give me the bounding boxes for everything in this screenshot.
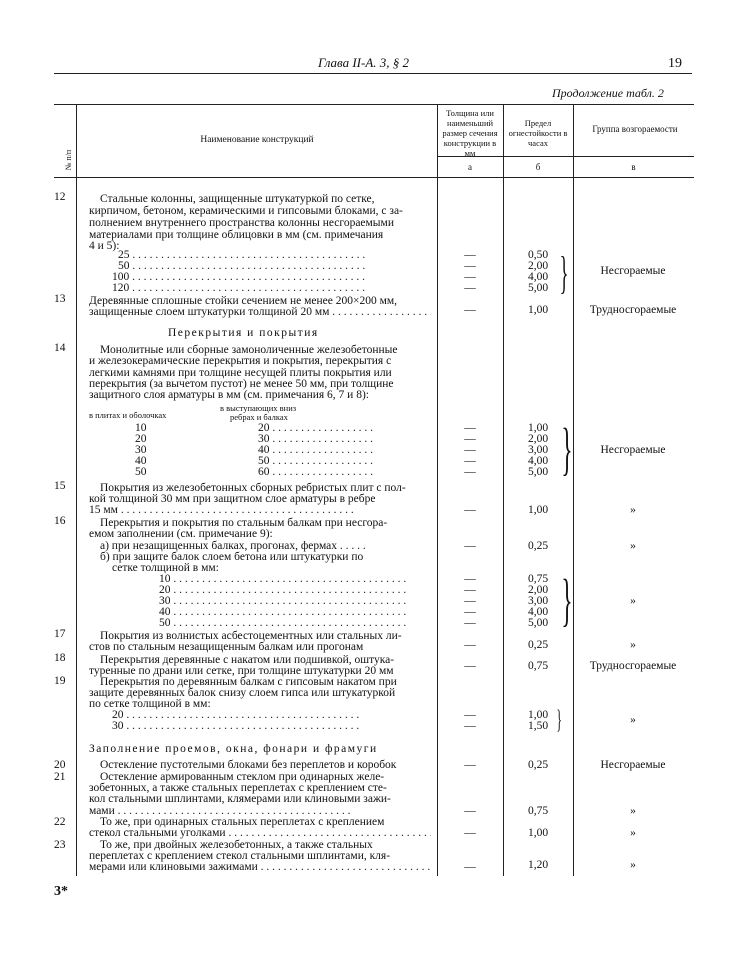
row-text: То же, при одинарных стальных переплетах с креплением	[100, 816, 385, 828]
subheader-b: б	[535, 162, 541, 172]
row-text: и железокерамические перекрытия и покрытия, перекрытия с	[89, 355, 392, 367]
fire-limit-value: 2,00	[527, 433, 549, 445]
row-text: по сетке толщиной в мм:	[89, 698, 211, 710]
fire-limit-value: 1,00	[527, 827, 549, 839]
leader-mask	[432, 178, 437, 878]
row-text: стекол стальными уголками . . .	[89, 828, 431, 839]
fire-limit-value: 5,00	[527, 282, 549, 294]
fire-limit-value: 0,75	[527, 573, 549, 585]
fire-limit-value: 0,25	[527, 759, 549, 771]
dash: —	[464, 720, 476, 732]
dash: —	[464, 595, 476, 607]
sub-item: 50 . . . . . . . . . . . . . . . . . .	[258, 455, 373, 467]
row-text: стов по стальным незащищенным балкам или прогонам	[89, 641, 364, 653]
row-text: То же, при двойных железобетонных, а также стальных	[100, 839, 373, 851]
fire-limit-value: 2,00	[527, 260, 549, 272]
subheader-a: а	[468, 162, 472, 172]
sub-caption: в выступающих вниз	[220, 403, 297, 413]
sub-item: 30 . . . . . . . . . . . . . . . . . .	[258, 433, 373, 445]
group-value: Несгораемые	[600, 265, 666, 277]
row-text: перекрытия (за вычетом пустот) не менее 50 мм, при толщине	[89, 378, 394, 390]
fire-limit-value: 0,25	[527, 639, 549, 651]
sub-item: 30	[135, 444, 147, 456]
group-value: »	[630, 540, 636, 552]
row-text: Перекрытия и покрытия по стальным балкам при несгора-	[100, 517, 388, 529]
dash: —	[464, 304, 476, 316]
col-header-name: Наименование конструкций	[200, 135, 314, 145]
dash: —	[464, 639, 476, 651]
row-text: Остекление армированным стеклом при одинарных желе-	[100, 771, 385, 783]
brace-icon: }	[561, 567, 573, 632]
row-text: материалами при толщине облицовки в мм (см. примечания	[89, 229, 384, 241]
fire-limit-value: 1,00	[527, 709, 549, 721]
dash: —	[464, 617, 476, 629]
group-value: »	[630, 859, 636, 871]
group-value: Трудносгораемые	[589, 304, 677, 316]
group-value: Трудносгораемые	[589, 660, 677, 672]
sub-item: 20 . . .	[112, 710, 431, 721]
row-number: 17	[54, 628, 66, 640]
row-text: Перекрытия деревянные с накатом или подшивкой, оштука-	[100, 654, 395, 666]
fire-limit-value: 1,00	[527, 422, 549, 434]
row-text: кол стальными шплинтами, клямерами или клиновыми зажи-	[89, 793, 391, 805]
dash: —	[464, 504, 476, 516]
dash: —	[464, 271, 476, 283]
sub-item: 25 . . .	[118, 250, 431, 261]
subheader-c: в	[631, 162, 636, 172]
fire-limit-value: 0,75	[527, 805, 549, 817]
group-value: »	[630, 714, 636, 726]
sub-item: 40 . . .	[159, 607, 431, 618]
dash: —	[464, 466, 476, 478]
fire-limit-value: 1,20	[527, 859, 549, 871]
fire-limit-value: 4,00	[527, 606, 549, 618]
chapter-title: Глава II-А. 3, § 2	[318, 55, 410, 70]
dash: —	[464, 827, 476, 839]
fire-limit-value: 2,00	[527, 584, 549, 596]
fire-limit-value: 4,00	[527, 271, 549, 283]
col-header-number: № п/п	[64, 149, 73, 171]
row-text: Перекрытия по деревянным балкам с гипсовым накатом при	[100, 676, 397, 688]
row-text: а) при незащищенных балках, прогонах, фермах . . . . .	[100, 540, 366, 552]
dash: —	[464, 660, 476, 672]
row-text: кой толщиной 30 мм при защитном слое арматуры в ребре	[89, 493, 376, 505]
sub-caption: в плитах и оболочках	[89, 410, 167, 420]
row-text: Стальные колонны, защищенные штукатуркой по сетке,	[100, 193, 375, 205]
dash: —	[464, 260, 476, 272]
dash: —	[464, 540, 476, 552]
sub-caption: ребрах и балках	[230, 412, 288, 422]
sub-item: 20	[135, 433, 147, 445]
group-value: »	[630, 827, 636, 839]
row-text: мерами или клиновыми зажимами . . .	[89, 862, 431, 873]
row-text: легкими камнями при толщине несущей плиты покрытия или	[89, 367, 392, 379]
fire-limit-value: 3,00	[527, 595, 549, 607]
sub-item: 50 . . .	[118, 261, 431, 272]
fire-limit-value: 0,25	[527, 540, 549, 552]
row-text: кирпичом, бетоном, керамическими и гипсовыми блоками, с за-	[89, 205, 403, 217]
dash: —	[464, 249, 476, 261]
row-number: 23	[54, 839, 66, 851]
sub-item: 50 . . .	[159, 618, 431, 629]
group-value: Несгораемые	[600, 444, 666, 456]
group-value: »	[630, 504, 636, 516]
sub-item: 100 . . .	[112, 272, 431, 283]
brace-icon: }	[559, 247, 569, 298]
sub-item: 120 . . .	[112, 283, 431, 294]
sub-item: 30 . . .	[112, 721, 431, 732]
sub-item: 10	[135, 422, 147, 434]
sub-item: 60 . . . . . . . . . . . . . . . . . .	[258, 466, 373, 478]
row-text: б) при защите балок слоем бетона или штукатурки по	[100, 551, 364, 563]
dash: —	[464, 282, 476, 294]
row-text: 15 мм . . .	[89, 505, 431, 516]
dash: —	[464, 584, 476, 596]
row-number: 12	[54, 191, 66, 203]
row-text: туренные по драни или сетке, при толщине штукатурки 20 мм	[89, 665, 394, 677]
sub-item: 40 . . . . . . . . . . . . . . . . . .	[258, 444, 373, 456]
dash: —	[464, 861, 476, 873]
fire-limit-value: 4,00	[527, 455, 549, 467]
col-header-thickness: Толщина или наименьший размер сечения конструкции в мм	[442, 108, 498, 158]
row-number: 18	[54, 652, 66, 664]
fire-limit-value: 5,00	[527, 466, 549, 478]
row-number: 16	[54, 515, 66, 527]
row-number: 15	[54, 480, 66, 492]
fire-limit-value: 0,50	[527, 249, 549, 261]
fire-limit-value: 0,75	[527, 660, 549, 672]
brace-icon: }	[561, 416, 573, 481]
sub-item: 30 . . .	[159, 596, 431, 607]
dash: —	[464, 709, 476, 721]
col-header-fire-limit: Предел огнестойкости в часах	[508, 118, 568, 148]
col-header-group: Группа возгораемости	[592, 124, 678, 134]
group-value: »	[630, 639, 636, 651]
row-text: 4 и 5):	[89, 240, 120, 252]
row-text: защите деревянных балок снизу слоем гипса или штукатуркой	[89, 687, 396, 699]
row-number: 13	[54, 293, 66, 305]
page-number: 19	[668, 56, 682, 71]
group-value: »	[630, 805, 636, 817]
fire-limit-value: 3,00	[527, 444, 549, 456]
dash: —	[464, 606, 476, 618]
row-text: сетке толщиной в мм:	[112, 562, 219, 574]
row-text: Монолитные или сборные замоноличенные железобетонные	[100, 344, 398, 356]
sub-item: 10 . . .	[159, 574, 431, 585]
dash: —	[464, 805, 476, 817]
fire-limit-value: 1,00	[527, 504, 549, 516]
fire-limit-value: 5,00	[527, 617, 549, 629]
sub-item: 50	[135, 466, 147, 478]
row-text: полнением внутреннего пространства колонны несгораемыми	[89, 217, 394, 229]
header-rule	[54, 73, 692, 74]
sub-item: 20 . . . . . . . . . . . . . . . . . .	[258, 422, 373, 434]
row-text: емом заполнении (см. примечание 9):	[89, 528, 273, 540]
continuation-label: Продолжение табл. 2	[552, 86, 664, 100]
dash: —	[464, 455, 476, 467]
brace-icon: }	[556, 705, 563, 734]
dash: —	[464, 422, 476, 434]
row-text: Покрытия из волнистых асбестоцементных или стальных ли-	[100, 630, 402, 642]
dash: —	[464, 573, 476, 585]
row-text: зобетонных, а также стальных переплетах с креплением сте-	[89, 782, 387, 794]
row-text: защищенные слоем штукатурки толщиной 20 мм . . .	[89, 307, 431, 318]
section-heading: Заполнение проемов, окна, фонари и фрамуги	[89, 743, 378, 755]
section-heading: Перекрытия и покрытия	[168, 327, 319, 339]
row-number: 19	[54, 675, 66, 687]
row-number: 14	[54, 342, 66, 354]
row-number: 20	[54, 759, 66, 771]
row-number: 21	[54, 771, 66, 783]
row-text: переплетах с креплением стекол стальными шплинтами, кля-	[89, 850, 391, 862]
fire-limit-value: 1,00	[527, 304, 549, 316]
group-value: Несгораемые	[600, 759, 666, 771]
row-text: защитного слоя арматуры в мм (см. примечания 6, 7 и 8):	[89, 389, 369, 401]
dash: —	[464, 444, 476, 456]
row-text: мами . . .	[89, 806, 431, 817]
row-text: Покрытия из железобетонных сборных ребристых плит с пол-	[100, 482, 406, 494]
dash: —	[464, 433, 476, 445]
row-text: Деревянные сплошные стойки сечением не менее 200×200 мм,	[89, 295, 398, 307]
group-value: »	[630, 595, 636, 607]
sub-item: 40	[135, 455, 147, 467]
row-text: Остекление пустотелыми блоками без переплетов и коробок	[100, 759, 397, 771]
sub-item: 20 . . .	[159, 585, 431, 596]
row-number: 22	[54, 816, 66, 828]
fire-limit-value: 1,50	[527, 720, 549, 732]
signature-mark: 3*	[54, 884, 68, 899]
dash: —	[464, 759, 476, 771]
